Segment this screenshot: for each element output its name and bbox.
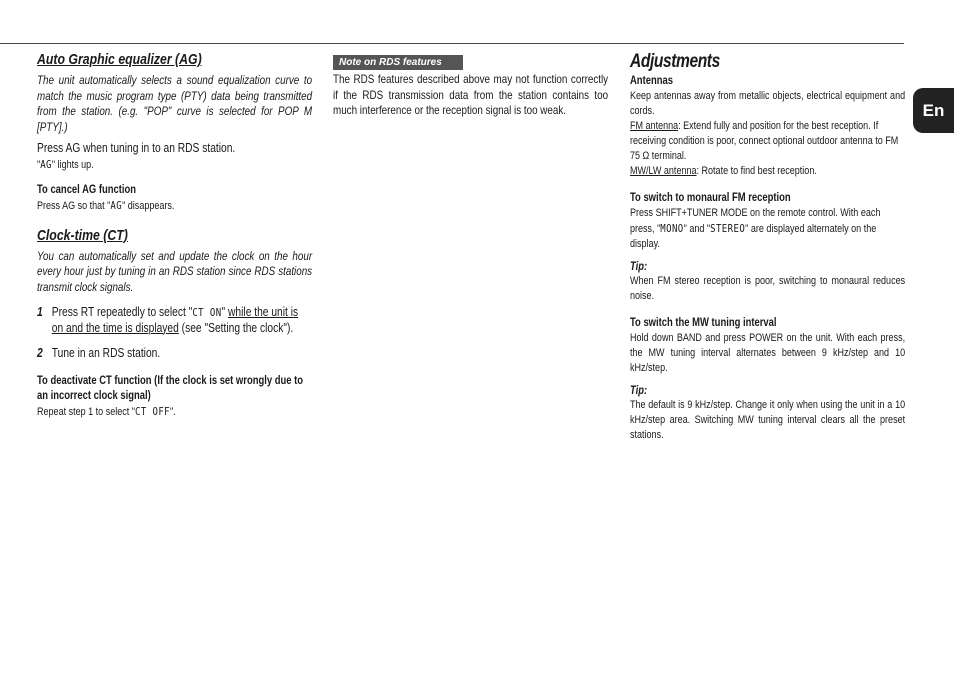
step-1-number: 1: [37, 305, 43, 319]
deactivate-ct-heading: To deactivate CT function (If the clock is set wrongly due to an incorrect clock signal): [37, 374, 304, 402]
ag-instruction: Press AG when tuning in to an RDS station.: [37, 141, 236, 155]
cancel-ag-heading: To cancel AG function: [37, 183, 137, 196]
step-2-text: Tune in an RDS station.: [51, 346, 161, 360]
adjustments-heading: Adjustments: [630, 51, 720, 72]
ct-heading: Clock-time (CT): [37, 226, 128, 244]
mw-interval-heading: To switch the MW tuning interval: [630, 317, 777, 329]
step-1: [37, 305, 312, 336]
monaural-text: Press SHIFT+TUNER MODE on the remote control. With each press, "MONO" and "STEREO" are displayed alternately on the display.: [630, 207, 881, 250]
tip-2-text: The default is 9 kHz/step. Change it only when using the unit in a 10 kHz/step area. Switching MW tuning interval clears all the preset stations.: [630, 399, 906, 441]
ag-segment-text: AG: [110, 198, 123, 212]
monaural-heading: To switch to monaural FM reception: [630, 192, 791, 204]
column-right: [630, 50, 905, 443]
ct-on-segment-text: CT ON: [192, 306, 222, 319]
antennas-text: Keep antennas away from metallic objects, electrical equipment and cords.: [630, 90, 906, 117]
tip-1-label: Tip:: [630, 261, 648, 273]
ag-segment-text: AG: [40, 157, 52, 171]
note-text: The RDS features described above may not function correctly if the RDS transmission data from the station contains too much interference or the reception signal is too weak.: [333, 72, 609, 117]
tip-1-text: When FM stereo reception is poor, switching to monaural reduces noise.: [630, 275, 906, 302]
tip-2-label: Tip:: [630, 385, 648, 397]
ag-heading: Auto Graphic equalizer (AG): [37, 51, 202, 68]
column-left: [37, 50, 312, 420]
step-2-number: 2: [37, 346, 43, 360]
column-middle: [333, 52, 608, 119]
ct-intro: You can automatically set and update the clock on the hour every hour just by tuning in an RDS station since RDS stations transmit clock signals.: [37, 248, 313, 294]
antennas-heading: Antennas: [630, 75, 673, 87]
deactivate-ct-text: Repeat step 1 to select "CT OFF".: [37, 404, 176, 418]
fm-antenna-text: FM antenna: Extend fully and position for the best reception. If receiving condition is poor, connect optional outdoor antenna to FM 75 Ω terminal.: [630, 120, 899, 162]
ct-off-segment-text: CT OFF: [134, 404, 171, 418]
top-rule: [0, 43, 904, 44]
language-tab: En: [913, 88, 954, 133]
mw-antenna-text: MW/LW antenna: Rotate to find best reception.: [630, 165, 817, 177]
step-1-text: Press RT repeatedly to select "CT ON" while the unit is on and the time is displayed (see "Setting the clock").: [51, 305, 299, 335]
step-2: [37, 346, 312, 362]
ag-display-note: "AG" lights up.: [37, 157, 94, 171]
stereo-segment-text: STEREO: [710, 222, 746, 235]
ag-intro: The unit automatically selects a sound equalization curve to match the music program type (PTY) data being transmitted from the station. (e.g. "POP" curve is selected for POP M [PTY].): [37, 73, 313, 134]
cancel-ag-text: Press AG so that "AG" disappears.: [37, 198, 175, 212]
mw-interval-text: Hold down BAND and press POWER on the unit. With each press, the MW tuning interval alternates between 9 kHz/step and 10 kHz/step.: [630, 332, 906, 374]
note-label: Note on RDS features: [333, 55, 463, 70]
mono-segment-text: MONO: [660, 222, 684, 235]
